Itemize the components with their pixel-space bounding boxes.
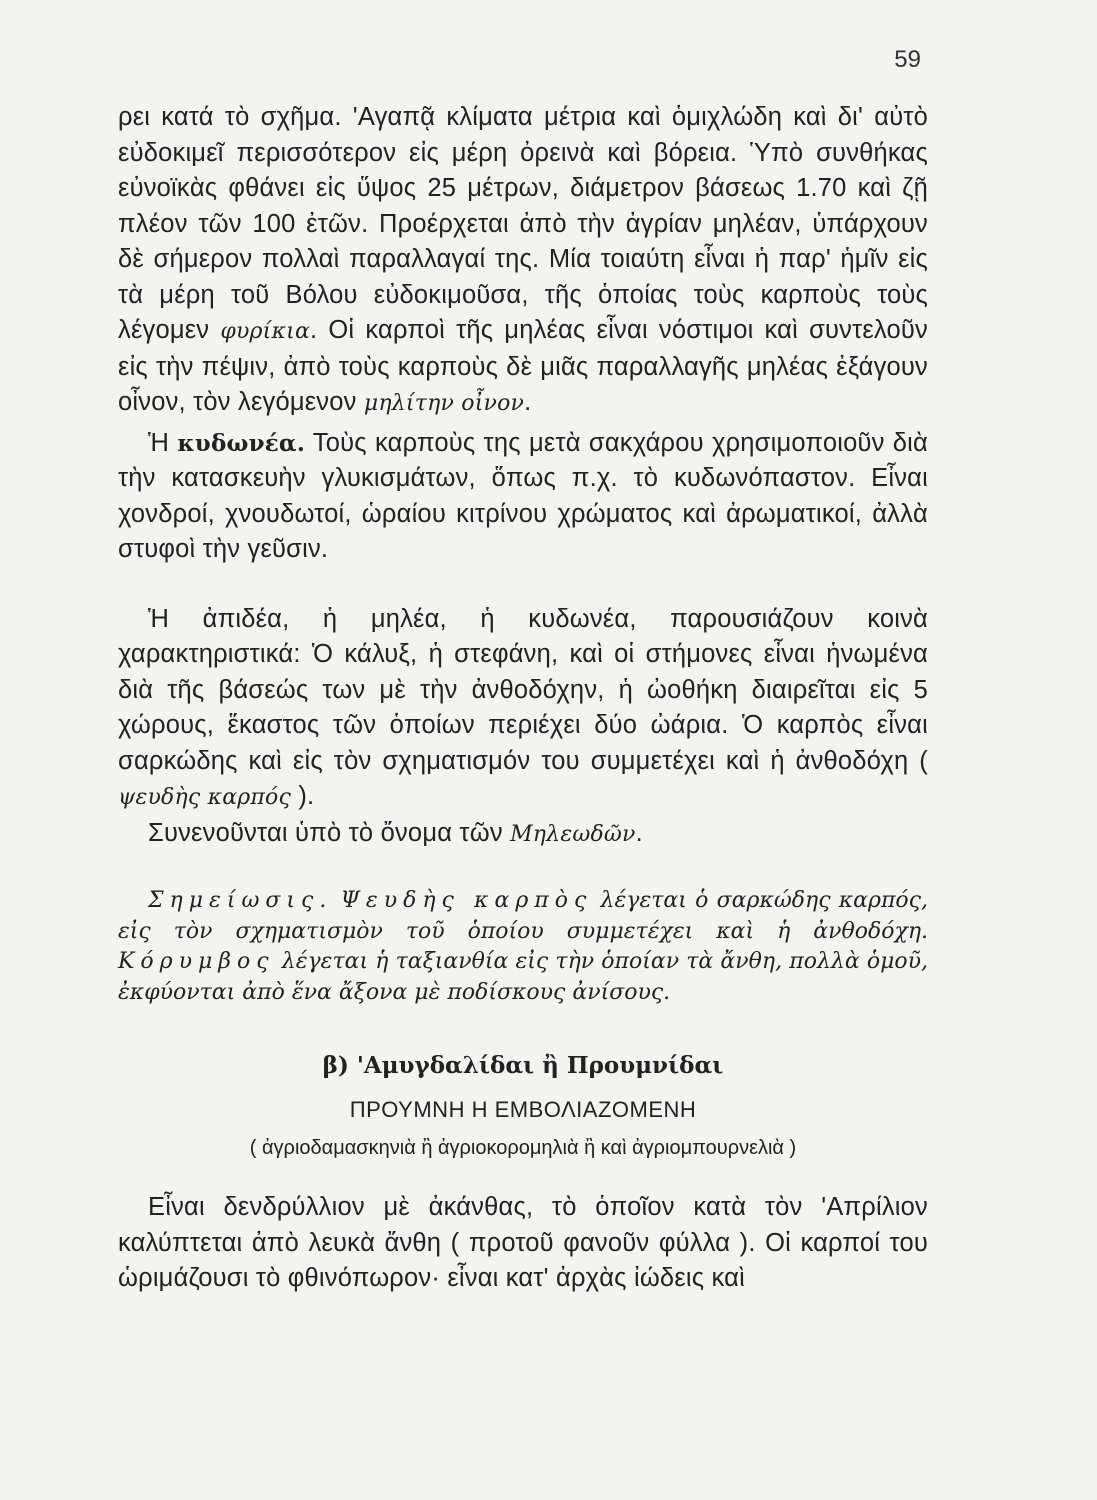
paragraph-text: Εἶναι δενδρύλλιον μὲ ἀκάνθας, τὸ ὁποῖον κατὰ τὸν 'Απρίλιον καλύπτεται ἀπὸ λευκὰ ἄνθη ( προτοῦ φανοῦν φύλλα ). Οἱ καρποί του ὡριμάζουσι τὸ φθινόπωρον· εἶναι κατ' ἀρχὰς ἰώδεις καὶ (118, 1193, 928, 1292)
paragraph-text: . (635, 818, 643, 847)
paragraph-text: . (524, 388, 532, 416)
page-number: 59 (894, 46, 921, 73)
paragraph-text: Συνενοῦνται ὑπὸ τὸ ὄνομα τῶν (148, 818, 503, 847)
section-heading: β) 'Αμυγδαλίδαι ἢ Προυμνίδαι (322, 1052, 724, 1079)
note-term: Κόρυμβος (118, 949, 275, 974)
paragraph-maleae (118, 816, 928, 853)
note-term: Ψευδὴς καρπὸς (340, 888, 593, 913)
page-body (118, 100, 928, 1297)
note-label: Σημείωσις. (148, 888, 333, 913)
paragraph-apple (118, 100, 928, 422)
paragraph-prunus (118, 1190, 928, 1297)
paragraph-text: ρει κατά τὸ σχῆμα. 'Αγαπᾷ κλίματα μέτρια καὶ ὁμιχλώδη καὶ δι' αὐτὸ εὐδοκιμεῖ περισσότερον εἰς μέρη ὀρεινὰ καὶ βόρεια. Ὑπὸ συνθήκας εὐνοϊκὰς φθάνει εἰς ὕψος 25 μέτρων, διάμετρον βάσεως 1.70 καὶ ζῇ πλέον τῶν 100 ἐτῶν. Προέρχεται ἀπὸ τὴν ἀγρίαν μηλέαν, ὑπάρχουν δὲ σήμερον πολλαὶ παραλλαγαί της. Μία τοιαύτη εἶναι ἡ παρ' ἡμῖν εἰς τὰ μέρη τοῦ Βόλου εὐδοκιμοῦσα, τῆς ὁποίας τοὺς καρποὺς τοὺς λέγομεν (118, 103, 928, 344)
note-text: λέγεται ὁ σαρκώδης καρπός, εἰς τὸν σχηματισμὸν τοῦ ὁποίου συμμετέχει καὶ ἡ ἀνθοδόχη. (118, 888, 928, 944)
bold-term: κυδωνέα. (177, 429, 306, 457)
paragraph-text: ). (298, 782, 315, 810)
italic-term: μηλίτην οἶνον (363, 391, 525, 416)
paragraph-text: Ἡ (148, 428, 170, 457)
common-names: ( ἀγριοδαμασκηνιὰ ἢ ἀγριοκορομηλιὰ ἢ καὶ ἀγριομπουρνελιὰ ) (249, 1137, 797, 1159)
paragraph-common-traits (118, 602, 928, 816)
italic-term: Μηλεωδῶν (510, 821, 636, 847)
note-paragraph (118, 886, 928, 1008)
paragraph-text: Τοὺς καρποὺς της μετὰ σακχάρου χρησιμοποιοῦν διὰ τὴν κατασκευὴν γλυκισμάτων, ὅπως π.χ. τὸ κυδωνόπαστον. Εἶναι χονδροί, χνουδωτοί, ὡραίου κιτρίνου χρώματος καὶ ἀρωματικοί, ἀλλὰ στυφοὶ τὴν γεῦσιν. (118, 428, 928, 563)
species-heading: ΠΡΟΥΜΝΗ Η ΕΜΒΟΛΙΑΖΟΜΕΝΗ (349, 1097, 697, 1122)
italic-term: φυρίκια (220, 319, 311, 344)
paragraph-quince (118, 426, 928, 568)
paragraph-text: . Οἱ καρποὶ τῆς μηλέας εἶναι νόστιμοι καὶ συντελοῦν εἰς τὴν πέψιν, ἀπὸ τοὺς καρποὺς δὲ μιᾶς παραλλαγῆς μηλέας ἐξάγουν οἶνον, τὸν λεγόμενον (118, 316, 928, 416)
paragraph-text: Ἡ ἀπιδέα, ἡ μηλέα, ἡ κυδωνέα, παρουσιάζουν κοινὰ χαρακτηριστικά: Ὁ κάλυξ, ἡ στεφάνη, καὶ οἱ στήμονες εἶναι ἡνωμένα διὰ τῆς βάσεώς των μὲ τὴν ἀνθοδόχην, ἡ ὠοθήκη διαιρεῖται εἰς 5 χώρους, ἕκαστος τῶν ὁποίων περιέχει δύο ὠάρια. Ὁ καρπὸς εἶναι σαρκώδης καὶ εἰς τὸν σχηματισμόν του συμμετέχει καὶ ἡ ἀνθοδόχη ( (118, 604, 928, 775)
note-text: λέγεται ἡ ταξιανθία εἰς τὴν ὁποίαν τὰ ἄνθη, πολλὰ ὁμοῦ, ἐκφύονται ἀπὸ ἕνα ἄξονα μὲ ποδίσκους ἀνίσους. (118, 949, 928, 1005)
italic-term: ψευδὴς καρπός (118, 785, 292, 810)
